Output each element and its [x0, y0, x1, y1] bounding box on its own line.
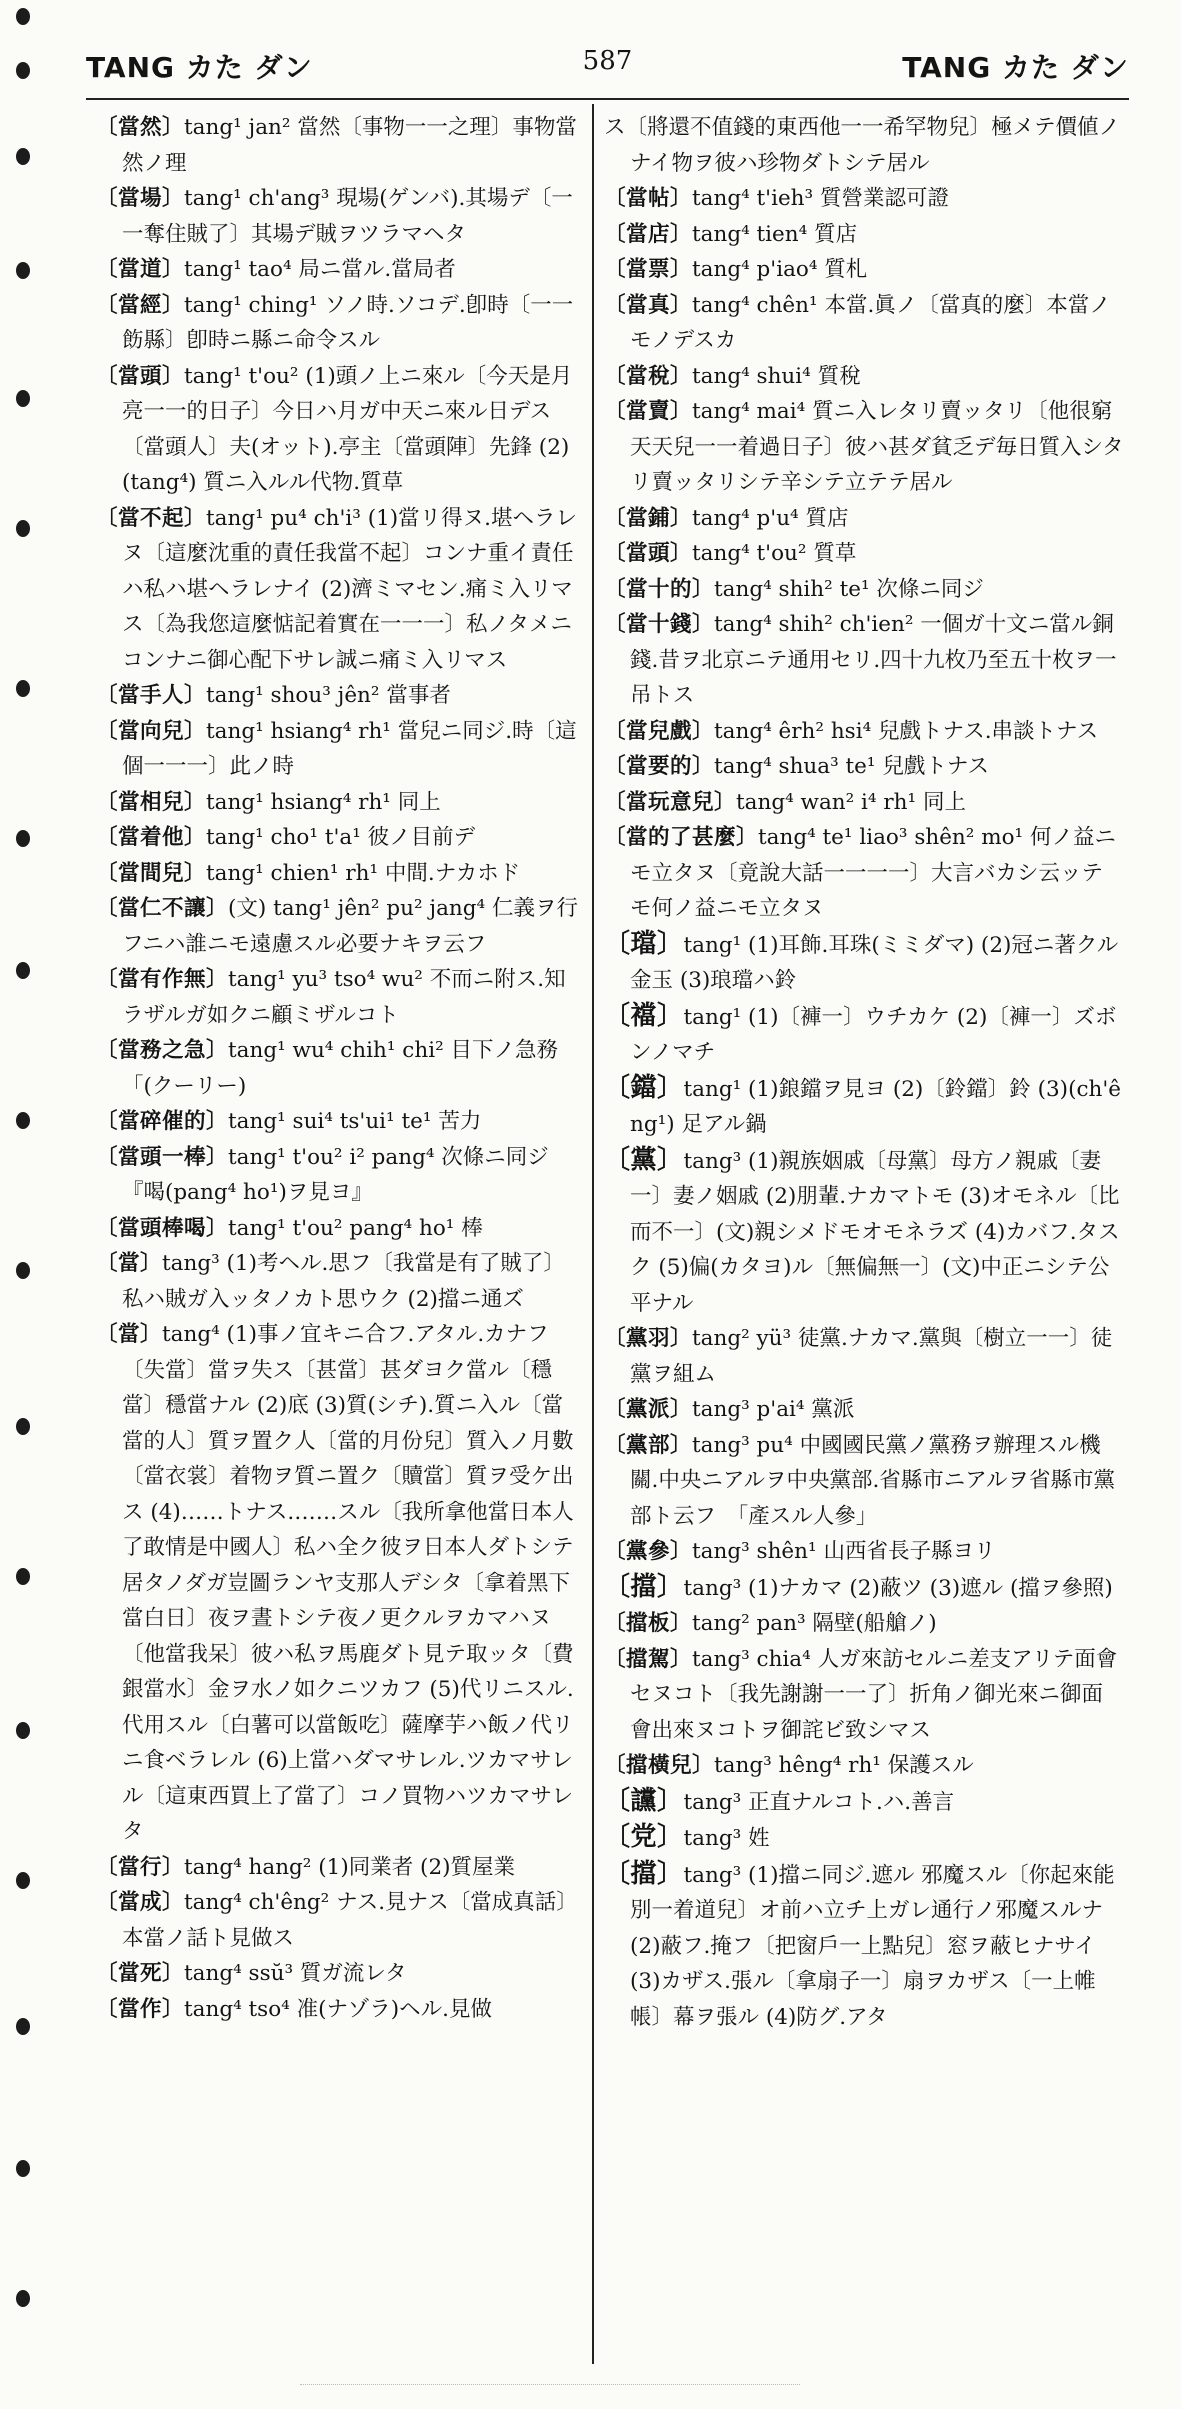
entry-headword: 〔當務之急〕	[96, 1038, 229, 1063]
entry-headword: 〔當向兒〕	[96, 718, 207, 744]
entry-headword: 〔當手人〕	[96, 683, 207, 708]
entry-headword: 〔擋駕〕	[604, 1646, 693, 1672]
dictionary-entry	[604, 1606, 1124, 1642]
entry-headword: 〔黨部〕	[604, 1432, 693, 1458]
dictionary-entry	[604, 181, 1124, 217]
header-rule	[86, 98, 1129, 100]
dictionary-entry	[96, 1140, 582, 1211]
left-column	[96, 110, 582, 2027]
entry-headword: 〔當十錢〕	[604, 612, 715, 637]
entry-definition: tang¹ wu⁴ chih¹ chi² 目下ノ急務 「(クーリー)	[122, 1038, 580, 1099]
entry-headword: 〔當着他〕	[96, 825, 207, 850]
entry-headword: 〔擋〕	[604, 1858, 684, 1889]
entry-definition: tang¹ (1)鋃鐺ヲ見ヨ (2)〔鈴鐺〕鈴 (3)(ch'êng¹) 足アル鍋	[630, 1076, 1121, 1137]
entry-headword: 〔當真〕	[604, 292, 693, 318]
dictionary-entry	[604, 1784, 1124, 1821]
dictionary-entry	[604, 1321, 1124, 1392]
entry-definition: tang³ 姓	[683, 1826, 770, 1851]
entry-definition: tang¹ (1)耳飾.耳珠(ミミダマ) (2)冠ニ著クル金玉 (3)琅璫ハ鈴	[630, 932, 1119, 993]
entry-definition: tang⁴ (1)事ノ宜キニ合フ.アタル.カナフ〔失當〕當ヲ失ス〔甚當〕甚ダヨク當ル〔穩當〕穩當ナル (2)底 (3)質(シチ).質ニ入ル〔當當的人〕質ヲ置ク人〔當的月份兒〕質入ノ月數〔當衣裳〕着物ヲ質ニ置ク〔贖當〕質ヲ受ケ出ス (4)……トナス.……スル〔我所拿他當日本人了敢情是中國人〕私ハ全ク彼ヲ日本人ダトシテ居タノダガ豈圖ランヤ支那人デシタ〔拿着黑下當白日〕夜ヲ晝トシテ夜ノ更クルヲカマハヌ〔他當我呆〕彼ハ私ヲ馬鹿ダト見テ取ッタ〔費銀當水〕金ヲ水ノ如クニツカフ (5)代リニスル.代用スル〔白薯可以當飯吃〕薩摩芋ハ飯ノ代リニ食ベラレル (6)上當ハダマサレル.ツカマサレル〔這東西買上了當了〕コノ買物ハツカマサレタ	[122, 1322, 574, 1844]
dictionary-entry	[604, 110, 1124, 181]
dictionary-entry	[96, 962, 582, 1033]
dictionary-entry	[96, 1317, 582, 1850]
entry-definition: (文) tang¹ jên² pu² jang⁴ 仁義ヲ行フニハ誰ニモ遠慮スル必要ナキヲ云フ	[122, 896, 578, 957]
dictionary-entry	[96, 1211, 582, 1247]
entry-definition: tang³ (1)ナカマ (2)蔽ツ (3)遮ル (擋ヲ參照)	[683, 1575, 1113, 1601]
entry-definition: ス〔將還不值錢的東西他一一希罕物兒〕極メテ價値ノナイ物ヲ彼ハ珍物ダトシテ居ル	[604, 115, 1121, 176]
entry-headword: 〔党〕	[604, 1822, 684, 1852]
entry-definition: tang¹ t'ou² (1)頭ノ上ニ來ル〔今天是月亮一一的日子〕今日ハ月ガ中天ニ來ル日デス〔當頭人〕夫(オット).亭主〔當頭陣〕先鋒 (2)(tang⁴) 質ニ入ルル代物.質草	[122, 363, 573, 495]
dictionary-entry	[604, 359, 1124, 395]
entry-headword: 〔當碎催的〕	[96, 1109, 229, 1134]
entry-headword: 〔當要的〕	[604, 754, 715, 779]
dictionary-entry	[604, 572, 1124, 608]
entry-definition: tang⁴ tien⁴ 質店	[692, 221, 858, 247]
entry-headword: 〔當十的〕	[604, 576, 715, 602]
entry-definition: tang¹ hsiang⁴ rh¹ 當兒ニ同ジ.時〔這個一一一〕此ノ時	[122, 718, 577, 779]
entry-definition: tang⁴ p'u⁴ 質店	[692, 505, 849, 531]
dictionary-entry	[96, 856, 582, 892]
column-divider	[592, 104, 594, 2364]
entry-definition: tang⁴ shui⁴ 質稅	[692, 363, 861, 389]
entry-definition: tang⁴ mai⁴ 質ニ入レタリ賣ッタリ〔他很窮天天兒一一着過日子〕彼ハ甚ダ貧乏デ毎日質入シタリ賣ッタリシテ辛シテ立テテ居ル	[630, 399, 1124, 495]
dictionary-entry	[96, 359, 582, 501]
entry-headword: 〔當頭〕	[604, 541, 693, 566]
entry-headword: 〔當票〕	[604, 257, 693, 282]
dictionary-entry	[604, 217, 1124, 253]
dictionary-entry	[96, 1956, 582, 1992]
entry-definition: tang⁴ êrh² hsi⁴ 兒戲トナス.串談トナス	[714, 718, 1099, 744]
dictionary-entry	[96, 1850, 582, 1886]
entry-definition: tang¹ ch'ang³ 現場(ゲンバ).其場デ〔一一奪住賊了〕其場デ賊ヲツラマヘタ	[122, 186, 573, 247]
dictionary-entry	[96, 1992, 582, 2028]
binding-holes	[12, 0, 36, 2409]
entry-definition: tang⁴ tso⁴ 准(ナゾラ)ヘル.見做	[184, 1996, 493, 2022]
entry-headword: 〔當店〕	[604, 221, 693, 247]
dictionary-entry	[604, 1392, 1124, 1428]
entry-headword: 〔當頭棒喝〕	[96, 1215, 229, 1241]
entry-definition: tang⁴ t'ou² 質草	[692, 541, 857, 566]
dictionary-entry	[604, 1143, 1124, 1322]
entry-definition: tang² pan³ 隔壁(船艙ノ)	[692, 1611, 937, 1636]
entry-headword: 〔鐺〕	[604, 1072, 684, 1103]
entry-definition: tang³ (1)親族姻戚〔母黨〕母方ノ親戚〔妻一〕妻ノ姻戚 (2)朋輩.ナカマトモ (3)オモネル〔比而不一〕(文)親シメドモオモネラズ (4)カバフ.タスク (5)偏(カタヨ)ル〔無偏無一〕(文)中正ニシテ公平ナル	[630, 1148, 1120, 1316]
dictionary-entry	[604, 1748, 1124, 1784]
dictionary-entry	[96, 252, 582, 288]
dictionary-entry	[604, 1857, 1124, 2036]
entry-headword: 〔當仁不讓〕	[96, 896, 229, 921]
entry-headword: 〔黨派〕	[604, 1397, 693, 1422]
dictionary-entry	[96, 785, 582, 821]
entry-definition: tang³ chia⁴ 人ガ來訪セルニ差支アリテ面會セヌコト〔我先謝謝一一了〕折角ノ御光來ニ御面會出來ヌコトヲ御詫ビ致シマス	[630, 1646, 1118, 1743]
entry-definition: tang⁴ p'iao⁴ 質札	[692, 257, 868, 282]
entry-headword: 〔當兒戲〕	[604, 718, 715, 744]
entry-headword: 〔當道〕	[96, 257, 185, 282]
dictionary-entry	[604, 927, 1124, 999]
dictionary-entry	[604, 501, 1124, 537]
entry-definition: tang¹ yu³ tso⁴ wu² 不而ニ附ス.知ラザルガ如クニ顧ミザルコト	[122, 967, 566, 1028]
entry-headword: 〔當〕	[96, 1251, 163, 1276]
dictionary-entry	[96, 1033, 582, 1104]
entry-definition: tang² yü³ 徒黨.ナカマ.黨與〔樹立一一〕徒黨ヲ組ム	[630, 1326, 1113, 1387]
entry-headword: 〔襠〕	[604, 1000, 684, 1031]
entry-headword: 〔擋板〕	[604, 1611, 693, 1636]
dictionary-entry	[604, 785, 1124, 821]
entry-definition: tang⁴ shua³ te¹ 兒戲トナス	[714, 754, 989, 779]
entry-definition: tang⁴ shih² te¹ 次條ニ同ジ	[714, 576, 984, 602]
entry-definition: tang¹ pu⁴ ch'i³ (1)當リ得ヌ.堪ヘラレヌ〔這麼沈重的責任我當不起〕コンナ重イ責任ハ私ハ堪ヘラレナイ (2)濟ミマセン.痛ミ入リマス〔為我您這麼惦記着實在一一一〕私ノタメニコンナニ御心配下サレ誠ニ痛ミ入リマス	[122, 505, 578, 673]
entry-definition: tang³ shên¹ 山西省長子縣ヨリ	[692, 1539, 996, 1564]
entry-headword: 〔讜〕	[604, 1785, 684, 1816]
dictionary-entry	[604, 288, 1124, 359]
entry-headword: 〔當然〕	[96, 115, 185, 140]
entry-definition: tang⁴ te¹ liao³ shên² mo¹ 何ノ益ニモ立タヌ〔竟說大話一一一一〕大言バカシ云ッテモ何ノ益ニモ立タヌ	[630, 825, 1117, 921]
dictionary-entry	[96, 181, 582, 252]
entry-definition: tang¹ sui⁴ ts'ui¹ te¹ 苦力	[228, 1109, 482, 1134]
dictionary-entry	[96, 288, 582, 359]
entry-headword: 〔當稅〕	[604, 363, 693, 389]
entry-headword: 〔當頭〕	[96, 363, 185, 389]
entry-headword: 〔當經〕	[96, 292, 185, 318]
entry-definition: tang¹ shou³ jên² 當事者	[206, 683, 451, 708]
dictionary-entry	[96, 714, 582, 785]
entry-definition: tang⁴ t'ieh³ 質營業認可證	[692, 186, 949, 211]
dictionary-entry	[604, 1570, 1124, 1607]
entry-definition: tang¹ t'ou² pang⁴ ho¹ 棒	[228, 1215, 483, 1241]
entry-headword: 〔當〕	[96, 1322, 163, 1347]
entry-definition: tang⁴ ssŭ³ 質ガ流レタ	[184, 1961, 407, 1986]
entry-headword: 〔璫〕	[604, 928, 684, 959]
entry-headword: 〔當玩意兒〕	[604, 789, 737, 815]
entry-definition: tang⁴ chên¹ 本當.眞ノ〔當真的麼〕本當ノモノデスカ	[630, 292, 1111, 353]
dictionary-entry	[604, 1534, 1124, 1570]
entry-headword: 〔當場〕	[96, 186, 185, 211]
right-column	[604, 110, 1124, 2035]
dictionary-entry	[604, 820, 1124, 927]
entry-definition: tang³ (1)擋ニ同ジ.遮ル 邪魔スル〔你起來能別一着道兒〕オ前ハ立チ上ガレ通行ノ邪魔スルナ (2)蔽フ.掩フ〔把窗戶一上點兒〕窓ヲ蔽ヒナサイ (3)カザス.張ル〔拿扇子一〕扇ヲカザス〔一上帷帳〕幕ヲ張ル (4)防グ.アタ	[630, 1862, 1115, 2030]
dictionary-entry	[604, 252, 1124, 288]
entry-definition: tang¹ t'ou² i² pang⁴ 次條ニ同ジ 『喝(pang⁴ ho¹)ヲ見ヨ』	[122, 1144, 571, 1205]
dictionary-entry	[604, 394, 1124, 501]
dictionary-entry	[96, 1104, 582, 1140]
entry-headword: 〔黨〕	[604, 1144, 684, 1175]
dictionary-entry	[96, 110, 582, 181]
entry-definition: tang⁴ ch'êng² ナス.見ナス〔當成真話〕本當ノ話ト見做ス	[122, 1890, 578, 1951]
dictionary-entry	[96, 891, 582, 962]
entry-headword: 〔當有作無〕	[96, 967, 229, 992]
entry-headword: 〔當死〕	[96, 1961, 185, 1986]
entry-definition: tang¹ ching¹ ソノ時.ソコデ.卽時〔一一飭縣〕卽時ニ縣ニ命令スル	[122, 292, 574, 353]
running-header	[86, 46, 1129, 96]
dictionary-entry	[604, 1428, 1124, 1535]
header-right-guide-word: TANG カた ダン	[902, 51, 1129, 84]
entry-definition: tang¹ cho¹ t'a¹ 彼ノ目前デ	[206, 825, 476, 850]
entry-headword: 〔黨參〕	[604, 1539, 693, 1564]
entry-headword: 〔當的了甚麼〕	[604, 825, 759, 850]
dictionary-entry	[96, 678, 582, 714]
entry-headword: 〔當成〕	[96, 1890, 185, 1915]
dictionary-entry	[604, 607, 1124, 714]
entry-definition: tang⁴ shih² ch'ien² 一個ガ十文ニ當ル銅錢.昔ヲ北京ニテ通用セリ.四十九枚乃至五十枚ヲ一吊トス	[630, 612, 1117, 708]
dictionary-entry	[96, 820, 582, 856]
entry-definition: tang³ 正直ナルコト.ハ.善言	[683, 1789, 955, 1815]
dictionary-entry	[604, 999, 1124, 1071]
dictionary-entry	[96, 1885, 582, 1956]
dictionary-entry	[96, 1246, 582, 1317]
entry-headword: 〔當頭一棒〕	[96, 1144, 229, 1170]
entry-headword: 〔當間兒〕	[96, 860, 207, 886]
dictionary-entry	[96, 501, 582, 679]
bottom-scan-artifact	[300, 2384, 800, 2385]
entry-definition: tang¹ tao⁴ 局ニ當ル.當局者	[184, 257, 456, 282]
entry-headword: 〔當行〕	[96, 1854, 185, 1880]
entry-headword: 〔當帖〕	[604, 186, 693, 211]
dictionary-entry	[604, 714, 1124, 750]
entry-headword: 〔當鋪〕	[604, 505, 693, 531]
entry-headword: 〔當不起〕	[96, 505, 207, 531]
entry-headword: 〔黨羽〕	[604, 1326, 693, 1351]
entry-definition: tang⁴ hang² (1)同業者 (2)質屋業	[184, 1854, 516, 1880]
dictionary-entry	[604, 1071, 1124, 1143]
page-number: 587	[582, 46, 633, 76]
entry-headword: 〔當相兒〕	[96, 789, 207, 815]
entry-definition: tang³ (1)考ヘル.思フ〔我當是有了賊了〕私ハ賊ガ入ッタノカト思ウク (2)擋ニ通ズ	[122, 1251, 565, 1312]
entry-definition: tang³ hêng⁴ rh¹ 保護スル	[714, 1753, 974, 1778]
dictionary-entry	[604, 1820, 1124, 1857]
entry-definition: tang⁴ wan² i⁴ rh¹ 同上	[736, 789, 966, 815]
entry-headword: 〔當賣〕	[604, 399, 693, 424]
entry-definition: tang³ pu⁴ 中國國民黨ノ黨務ヲ辦理スル機關.中央ニアルヲ中央黨部.省縣市ニアルヲ省縣市黨部ト云フ 「產スル人參」	[630, 1432, 1115, 1529]
entry-headword: 〔擋橫兒〕	[604, 1753, 715, 1778]
entry-definition: tang¹ chien¹ rh¹ 中間.ナカホド	[206, 860, 521, 886]
entry-headword: 〔當作〕	[96, 1996, 185, 2022]
dictionary-entry	[604, 536, 1124, 572]
dictionary-entry	[604, 1642, 1124, 1749]
dictionary-entry	[604, 749, 1124, 785]
entry-headword: 〔擋〕	[604, 1571, 684, 1602]
entry-definition: tang¹ hsiang⁴ rh¹ 同上	[206, 789, 441, 815]
entry-definition: tang¹ (1)〔褲一〕ウチカケ (2)〔褲一〕ズボンノマチ	[630, 1004, 1117, 1065]
entry-definition: tang¹ jan² 當然〔事物一一之理〕事物當然ノ理	[122, 115, 577, 176]
entry-definition: tang³ p'ai⁴ 黨派	[692, 1397, 855, 1422]
header-left-guide-word: TANG カた ダン	[86, 51, 313, 84]
